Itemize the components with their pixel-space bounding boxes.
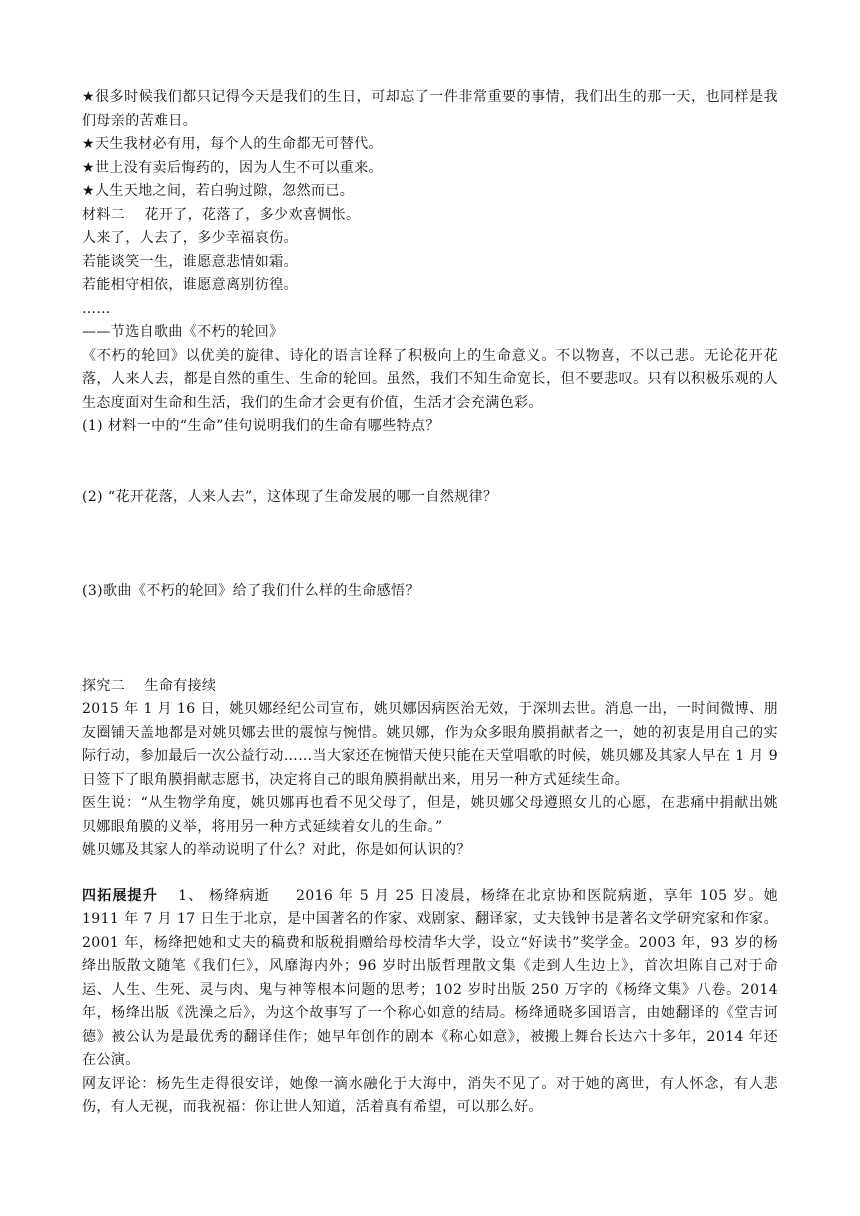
lyric-line: 人来了，人去了，多少幸福哀伤。 xyxy=(82,230,298,246)
quote-line: ★天生我材必有用，每个人的生命都无可替代。 xyxy=(82,136,383,152)
netizen-comment: 网友评论：杨先生走得很安详，她像一滴水融化于大海中，消失不见了。对于她的离世，有人怀念，有人悲伤，有人无视，而我祝福：你让世人知道，活着真有希望，可以那么好。 xyxy=(82,1075,778,1115)
section-heading-explore-two: 探究二 生命有接续 xyxy=(82,677,217,694)
star-icon: ★ xyxy=(82,159,95,176)
extension-paragraph xyxy=(82,885,778,1073)
answer-space xyxy=(82,509,778,580)
lyric-line: 若能相守相依，谁愿意离别彷徨。 xyxy=(82,277,298,293)
section-heading-extension: 四拓展提升 xyxy=(82,887,159,904)
source-line: ——节选自歌曲《不朽的轮回》 xyxy=(82,324,284,340)
quote-line: ★世上没有卖后悔药的，因为人生不可以重来。 xyxy=(82,159,383,176)
answer-space xyxy=(82,439,778,486)
question-2: (2) “花开花落，人来人去”，这体现了生命发展的哪一自然规律？ xyxy=(82,488,498,505)
star-icon: ★ xyxy=(82,136,95,152)
quote-line: ★很多时候我们都只记得今天是我们的生日，可却忘了一件非常重要的事情，我们出生的那一天，也同样是我们母亲的苦难日。 xyxy=(82,89,779,129)
item-label: 1、 杨绛病逝 xyxy=(178,887,271,904)
ellipsis-line: …… xyxy=(82,300,111,317)
lyric-line: 材料二 花开了，花落了，多少欢喜惆怅。 xyxy=(82,206,361,223)
commentary-paragraph: 《不朽的轮回》以优美的旋律、诗化的语言诠释了积极向上的生命意义。不以物喜，不以己悲。无论花开花落，人来人去，都是自然的重生、生命的轮回。虽然，我们不知生命宽长，但不要悲叹。只有以积极乐观的人生态度面对生命和生活，我们的生命才会更有价值，生活才会充满色彩。 xyxy=(82,347,778,411)
extension-text: 2016 年 5 月 25 日凌晨，杨绛在北京协和医院病逝，享年 105 岁。她 1911 年 7 月 17 日生于北京，是中国著名的作家、戏剧家、翻译家，丈夫钱钟书是著名文学研究家和作家。2001 年，杨绛把她和丈夫的稿费和版税捐赠给母校清华大学，设立“好读书”奖学金。2003 年，93 岁的杨绛出版散文随笔《我们仨》，风靡海内外；96 岁时出版哲理散文集《走到人生边上》，首次坦陈自己对于命运、人生、生死、灵与肉、鬼与神等根本问题的思考；102 岁时出版 250 万字的《杨绛文集》八卷。2014 年，杨绛出版《洗澡之后》，为这个故事写了一个称心如意的结局。杨绛通晓多国语言，由她翻译的《堂吉诃德》被公认为是最优秀的翻译佳作；她早年创作的剧本《称心如意》，被搬上舞台长达六十多年，2014 年还在公演。 xyxy=(82,887,778,1068)
star-icon: ★ xyxy=(82,183,95,199)
question-3: (3)歌曲《不朽的轮回》给了我们什么样的生命感悟？ xyxy=(82,583,420,599)
spacer xyxy=(82,863,778,885)
explore-question: 姚贝娜及其家人的举动说明了什么？对此，你是如何认识的？ xyxy=(82,842,471,858)
doctor-quote-paragraph: 医生说：“从生物学角度，姚贝娜再也看不见父母了，但是，姚贝娜父母遵照女儿的心愿，在悲痛中捐献出姚贝娜眼角膜的义举，将用另一种方式延续着女儿的生命。” xyxy=(82,795,778,835)
story-paragraph: 2015 年 1 月 16 日，姚贝娜经纪公司宣布，姚贝娜因病医治无效，于深圳去世。消息一出，一时间微博、朋友圈铺天盖地都是对姚贝娜去世的震惊与惋惜。姚贝娜，作为众多眼角膜捐献者之一，她的初衷是用自己的实际行动，参加最后一次公益行动……当大家还在惋惜天使只能在天堂唱歌的时候，姚贝娜及其家人早在 1 月 9 日签下了眼角膜捐献志愿书，决定将自己的眼角膜捐献出来，用另一种方式延续生命。 xyxy=(82,701,778,788)
document-content xyxy=(82,86,778,1120)
star-icon: ★ xyxy=(82,89,96,105)
question-1: (1) 材料一中的“生命”佳句说明我们的生命有哪些特点？ xyxy=(82,418,440,434)
answer-space xyxy=(82,604,778,675)
quote-line: ★人生天地之间，若白驹过隙，忽然而已。 xyxy=(82,183,355,199)
lyric-line: 若能谈笑一生，谁愿意悲情如霜。 xyxy=(82,253,298,270)
